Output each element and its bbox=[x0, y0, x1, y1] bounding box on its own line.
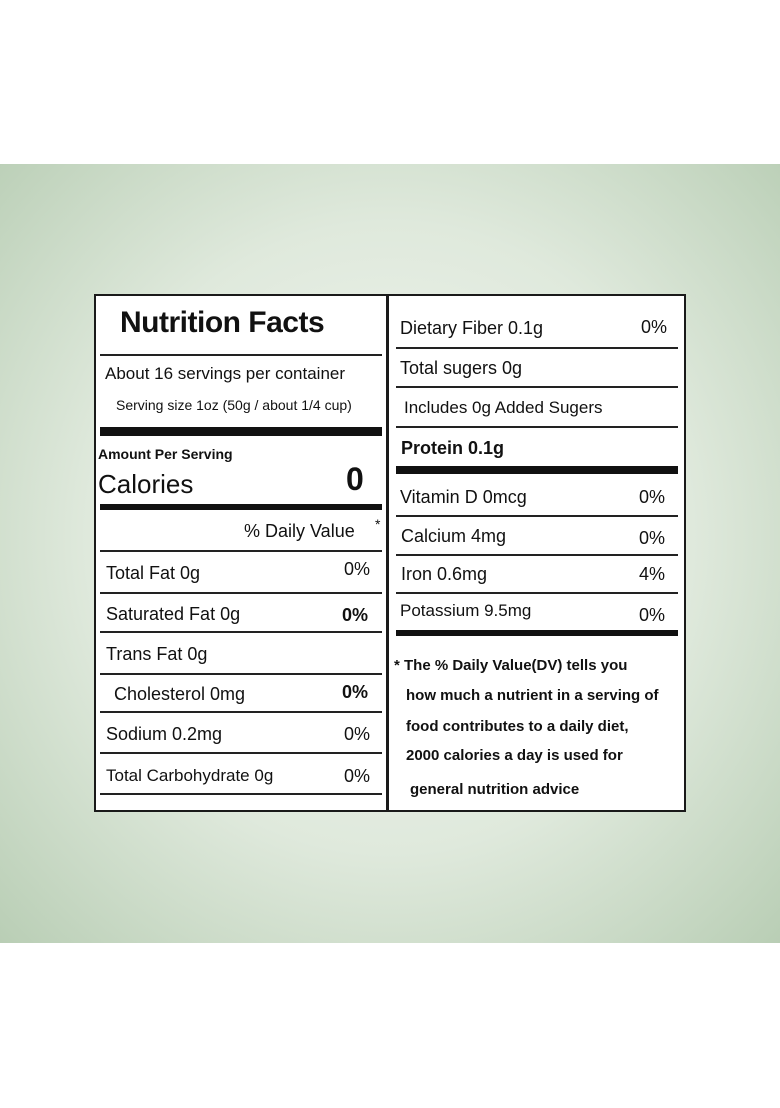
nutrient-name-total-carbohydrate: Total Carbohydrate 0g bbox=[106, 766, 274, 785]
rule bbox=[396, 592, 678, 594]
column-divider bbox=[386, 296, 389, 812]
rule bbox=[396, 554, 678, 556]
amount-per-serving: Amount Per Serving bbox=[98, 446, 233, 462]
nutrient-name-cholesterol: Cholesterol 0mg bbox=[114, 684, 246, 704]
nutrient-dv-total-carbohydrate: 0% bbox=[344, 766, 371, 786]
rule bbox=[100, 793, 382, 795]
thick-rule bbox=[396, 630, 678, 636]
serving-size: Serving size 1oz (50g / about 1/4 cup) bbox=[116, 397, 352, 413]
servings-per-container: About 16 servings per container bbox=[105, 364, 346, 383]
nutrition-facts-label bbox=[94, 294, 686, 812]
thick-rule bbox=[396, 466, 678, 474]
thick-rule bbox=[100, 504, 382, 510]
nutrient-name-potassium: Potassium 9.5mg bbox=[400, 601, 532, 620]
footnote-line: food contributes to a daily diet, bbox=[406, 718, 629, 735]
nutrient-name-calcium: Calcium 4mg bbox=[401, 526, 507, 546]
nutrient-dv-sodium: 0% bbox=[344, 724, 371, 744]
rule bbox=[396, 386, 678, 388]
footnote-line: how much a nutrient in a serving of bbox=[406, 687, 659, 704]
nutrient-dv-saturated-fat: 0% bbox=[342, 605, 369, 625]
nutrient-name-iron: Iron 0.6mg bbox=[401, 564, 488, 584]
daily-value-asterisk: * bbox=[375, 516, 381, 532]
rule bbox=[396, 347, 678, 349]
rule bbox=[100, 354, 382, 356]
rule bbox=[100, 631, 382, 633]
thick-rule bbox=[100, 427, 382, 436]
nutrient-name-protein: Protein 0.1g bbox=[401, 438, 505, 458]
rule bbox=[100, 711, 382, 713]
nutrient-name-total-fat: Total Fat 0g bbox=[106, 563, 201, 583]
nutrient-name-trans-fat: Trans Fat 0g bbox=[106, 644, 208, 664]
rule bbox=[100, 592, 382, 594]
nutrient-dv-iron: 4% bbox=[639, 564, 666, 584]
nutrient-dv-vitamin-d: 0% bbox=[639, 487, 666, 507]
footnote-line: general nutrition advice bbox=[410, 781, 580, 798]
label-title: Nutrition Facts bbox=[120, 306, 325, 339]
nutrient-name-dietary-fiber: Dietary Fiber 0.1g bbox=[400, 318, 544, 338]
nutrient-dv-cholesterol: 0% bbox=[342, 682, 369, 702]
rule bbox=[100, 673, 382, 675]
nutrient-name-sodium: Sodium 0.2mg bbox=[106, 724, 223, 744]
nutrient-name-vitamin-d: Vitamin D 0mcg bbox=[400, 487, 527, 507]
nutrient-name-added-sugars: Includes 0g Added Sugers bbox=[404, 398, 603, 417]
nutrient-dv-potassium: 0% bbox=[639, 605, 666, 625]
nutrient-dv-dietary-fiber: 0% bbox=[641, 317, 668, 337]
nutrient-name-saturated-fat: Saturated Fat 0g bbox=[106, 604, 241, 624]
rule bbox=[100, 550, 382, 552]
nutrient-dv-calcium: 0% bbox=[639, 528, 666, 548]
rule bbox=[396, 515, 678, 517]
nutrient-dv-total-fat: 0% bbox=[344, 559, 371, 579]
calories-value: 0 bbox=[346, 461, 364, 497]
nutrient-name-total-sugars: Total sugers 0g bbox=[400, 358, 523, 378]
rule bbox=[100, 752, 382, 754]
calories-label: Calories bbox=[98, 469, 194, 499]
footnote-line: * The % Daily Value(DV) tells you bbox=[394, 657, 628, 674]
footnote-line: 2000 calories a day is used for bbox=[406, 747, 623, 764]
rule bbox=[396, 426, 678, 428]
daily-value-header: % Daily Value bbox=[244, 521, 355, 541]
